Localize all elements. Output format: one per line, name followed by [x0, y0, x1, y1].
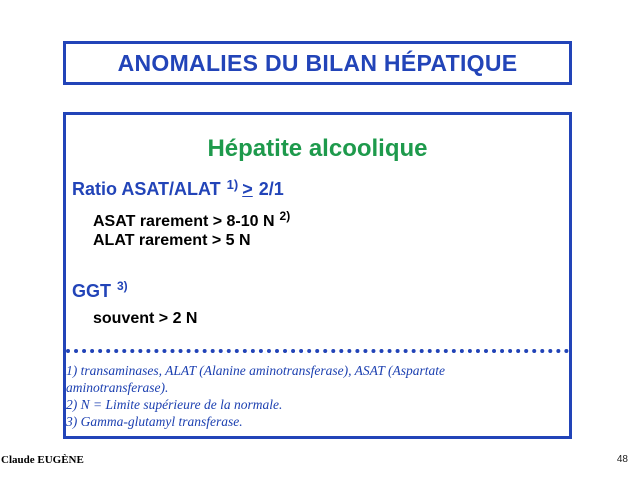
alat-line [93, 232, 251, 250]
slide-title: ANOMALIES DU BILAN HÉPATIQUE [117, 49, 518, 76]
page-number: 48 [616, 454, 628, 465]
footnote-line: 2) N = Limite supérieure de la normale. [66, 397, 283, 412]
asat-ref: 2) [279, 209, 291, 223]
footnote-line: aminotransferase). [66, 380, 169, 395]
alat-text: ALAT rarement > 5 N [93, 232, 251, 249]
footnote-line: 3) Gamma-glutamyl transferase. [66, 414, 243, 429]
ratio-ref: 1) [226, 177, 239, 192]
content-box [63, 112, 572, 439]
ratio-value: 2/1 [258, 179, 284, 199]
ratio-heading [72, 177, 284, 200]
ggt-label: GGT [72, 281, 111, 301]
title-box [63, 41, 572, 85]
footnote-line: 1) transaminases, ALAT (Alanine aminotransferase), ASAT (Aspartate [66, 363, 446, 378]
dotted-divider [66, 349, 569, 353]
asat-line [93, 209, 290, 231]
ratio-label: Ratio ASAT/ALAT [72, 179, 221, 199]
slide-subtitle: Hépatite alcoolique [207, 135, 428, 162]
ggt-heading [72, 279, 128, 302]
ratio-operator: > [242, 179, 253, 199]
asat-text: ASAT rarement > 8-10 N [93, 213, 275, 230]
ggt-line [93, 310, 197, 328]
footer-author: Claude EUGÈNE [1, 454, 84, 466]
footnotes [66, 362, 546, 430]
ggt-ref: 3) [117, 279, 128, 293]
ggt-text: souvent > 2 N [93, 310, 198, 327]
